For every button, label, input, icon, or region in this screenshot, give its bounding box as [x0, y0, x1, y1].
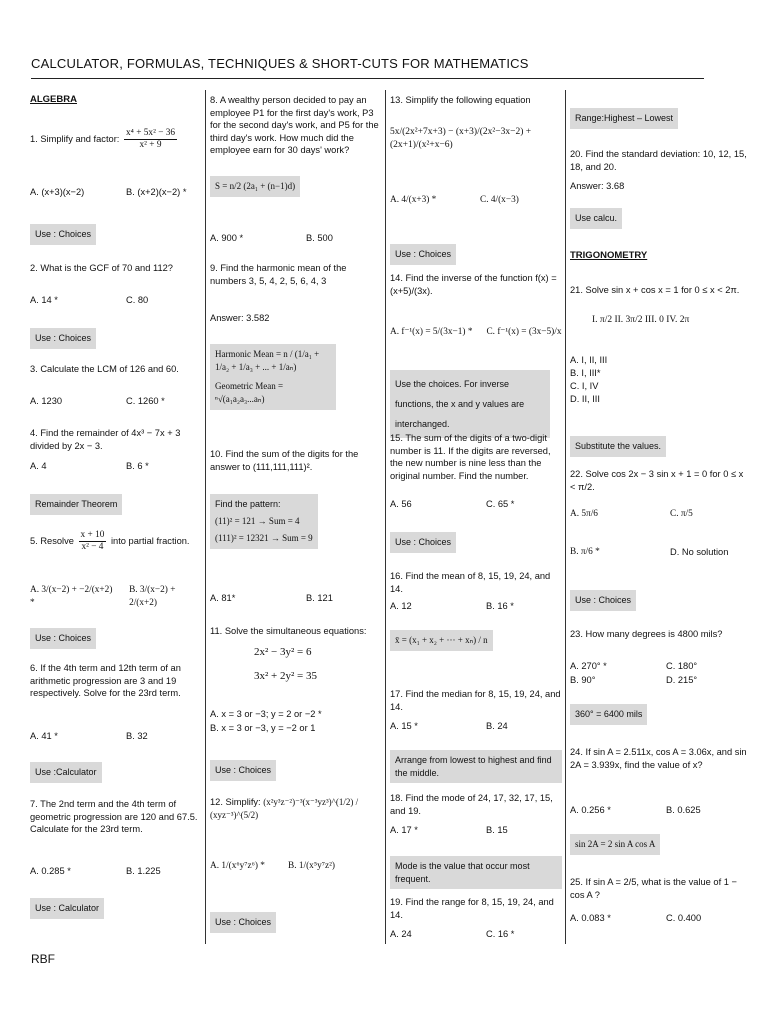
choice-c: C. 80: [126, 295, 149, 305]
question-text: 5. Resolve: [30, 535, 74, 546]
column-divider: [385, 90, 386, 944]
hint-14: [390, 370, 562, 438]
choice-b: B. x = 3 or −3, y = −2 or 1: [210, 723, 316, 733]
hint-22: [570, 590, 750, 611]
footer-initials: RBF: [31, 952, 55, 966]
question-1: [30, 128, 202, 151]
choice-a: A. 4: [30, 461, 47, 471]
choices-22-row1: [570, 508, 750, 521]
choice-a: A. 3/(x−2) + −2/(x+2) *: [30, 585, 113, 608]
hint-box: Use : Choices: [390, 244, 456, 265]
hint-box: Use : Choices: [210, 760, 276, 781]
hint-18: [390, 856, 562, 889]
question-text-suffix: into partial fraction.: [110, 535, 190, 546]
expression: 5x/(2x²+7x+3) − (x+3)/(2x²−3x−2) + (2x+1)/(x²+x−6): [390, 127, 532, 150]
choice-a: A. 0.256 *: [570, 805, 611, 815]
hint-box: Use : Choices: [570, 590, 636, 611]
choice-a: A. 1/(x⁶y⁷z⁶) *: [210, 861, 265, 871]
choice-c: C. 0.400: [666, 913, 702, 923]
choice-a: A. 56: [390, 499, 412, 509]
answer-20: Answer: 3.68: [570, 181, 625, 191]
numerator: x + 10: [80, 530, 105, 540]
harmonic-mean-formula: Harmonic Mean = n / (1/a₁ + 1/a₂ + 1/a₃ + ... + 1/aₙ): [215, 349, 320, 372]
formula-box-10: [210, 494, 382, 549]
choice-b: B. 1/(x⁵y⁷z²): [288, 861, 335, 871]
choices-3: [30, 395, 202, 408]
choices-17: [390, 720, 562, 733]
question-22: 22. Solve cos 2x − 3 sin x + 1 = 0 for 0 ≤ x < π/2.: [570, 469, 744, 492]
choices-8: [210, 232, 382, 245]
answer-9: Answer: 3.582: [210, 313, 270, 323]
hint-box: Range:Highest – Lowest: [570, 108, 678, 129]
numerator: x⁴ + 5x² − 36: [126, 128, 176, 138]
choice-a: A. 0.083 *: [570, 913, 611, 923]
denominator: x² − 4: [81, 542, 104, 552]
choices-6: [30, 730, 202, 743]
choice-a: A. 270° *: [570, 661, 607, 671]
formula-box-9: [210, 344, 382, 410]
choices-24: [570, 804, 750, 817]
question-14: 14. Find the inverse of the function f(x) = (x+5)/(3x).: [390, 273, 557, 296]
choices-7: [30, 865, 202, 878]
question-11: 11. Solve the simultaneous equations:: [210, 626, 367, 636]
choice-b: B. 3/(x−2) + 2/(x+2): [129, 585, 176, 608]
choice-b: B. 24: [486, 721, 508, 731]
choices-16: [390, 600, 562, 613]
question-text: 1. Simplify and factor:: [30, 133, 120, 144]
choices-2: [30, 294, 202, 307]
question-15: 15. The sum of the digits of a two-digit number is 11. If the digits are reversed, the new number is nine less than the original number. Find the number.: [390, 433, 551, 481]
hint-box: Use : Choices: [30, 224, 96, 245]
column-divider: [205, 90, 206, 944]
geometric-mean-formula: Geometric Mean = ⁿ√(a₁a₂a₃...aₙ): [215, 381, 284, 404]
choices-10: [210, 592, 382, 605]
hint-5: [30, 628, 202, 649]
formula-box: x̄ = (x₁ + x₂ + ··· + xₙ) / n: [390, 630, 493, 651]
pattern-line: (111)² = 12321 → Sum = 9: [215, 533, 313, 543]
choice-a: A. 4/(x+3) *: [390, 195, 437, 205]
choice-a: A. 81*: [210, 593, 236, 603]
question-3: 3. Calculate the LCM of 126 and 60.: [30, 364, 179, 374]
hint-15: [390, 532, 562, 553]
formula-box-16: [390, 630, 562, 651]
hint-7: [30, 898, 202, 919]
question-4: 4. Find the remainder of 4x³ − 7x + 3 divided by 2x − 3.: [30, 428, 181, 451]
choice-c: C. 4/(x−3): [480, 195, 519, 205]
hint-box: Use : Choices: [30, 628, 96, 649]
section-heading-algebra: ALGEBRA: [30, 94, 77, 105]
choice-c: C. 16 *: [486, 929, 515, 939]
choices-13: [390, 194, 562, 207]
choices-23-row2: [570, 674, 750, 687]
equation: 2x² − 3y² = 6: [254, 646, 312, 658]
choice-a: A. f⁻¹(x) = 5/(3x−1) *: [390, 327, 473, 337]
question-13: 13. Simplify the following equation: [390, 95, 531, 105]
choice-a: A. 12: [390, 601, 412, 611]
hint-11: [210, 760, 382, 781]
choice-b: B. 500: [306, 233, 333, 243]
hint-19: [570, 108, 750, 129]
fraction: [124, 128, 177, 151]
question-2: 2. What is the GCF of 70 and 112?: [30, 263, 173, 273]
choice-d: D. 215°: [666, 675, 698, 685]
fraction: [79, 530, 107, 553]
choice-c: C. 65 *: [486, 499, 515, 509]
choice-d: D. II, III: [570, 394, 600, 404]
question-7: 7. The 2nd term and the 4th term of geometric progression are 120 and 67.5. Calculate for the 23rd term.: [30, 799, 198, 834]
hint-20: [570, 208, 750, 229]
question-20: 20. Find the standard deviation: 10, 12, 15, 18, and 20.: [570, 149, 747, 172]
choices-22-row2: [570, 546, 750, 559]
choice-d: D. No solution: [670, 547, 729, 557]
question-text: 12. Simplify:: [210, 797, 261, 807]
pattern-title: Find the pattern:: [215, 499, 281, 509]
pattern-line: (11)² = 121 → Sum = 4: [215, 516, 300, 526]
hint-box: Use the choices. For inverse functions, the x and y values are interchanged.: [390, 370, 550, 438]
choice-b: B. 6 *: [126, 461, 149, 471]
hint-13: [390, 244, 562, 265]
choice-a: A. 0.285 *: [30, 866, 71, 876]
hint-23: [570, 704, 750, 725]
hint-box: Remainder Theorem: [30, 494, 122, 515]
choice-a: A. 900 *: [210, 233, 244, 243]
page-title: CALCULATOR, FORMULAS, TECHNIQUES & SHORT-CUTS FOR MATHEMATICS: [31, 56, 529, 71]
expression: (x²y³z⁻²)⁻³(x⁻³yz³)^(1/2) / (xyz⁻³)^(5/2): [210, 797, 359, 820]
choices-4: [30, 460, 202, 473]
question-9: 9. Find the harmonic mean of the numbers 3, 5, 4, 2, 5, 6, 4, 3: [210, 263, 347, 286]
section-heading-trigonometry: TRIGONOMETRY: [570, 250, 648, 261]
column-4: [570, 90, 750, 950]
choice-a: A. (x+3)(x−2): [30, 187, 85, 197]
question-24: 24. If sin A = 2.511x, cos A = 3.06x, and sin 2A = 3.939x, find the value of x?: [570, 747, 747, 770]
column-3: [390, 90, 562, 950]
choices-5: [30, 584, 202, 609]
choice-b: B. (x+2)(x−2) *: [126, 187, 187, 197]
choices-15: [390, 498, 562, 511]
question-25: 25. If sin A = 2/5, what is the value of 1 − cos A ?: [570, 877, 737, 900]
question-16: 16. Find the mean of 8, 15, 19, 24, and 14.: [390, 571, 551, 594]
question-23: 23. How many degrees is 4800 mils?: [570, 629, 723, 639]
choice-b: B. 1.225: [126, 866, 161, 876]
question-6: 6. If the 4th term and 12th term of an arithmetic progression are 3 and 19 respectively. Solve for the 23rd term.: [30, 663, 181, 698]
choice-a: A. x = 3 or −3; y = 2 or −2 *: [210, 709, 322, 719]
hint-box: Arrange from lowest to highest and find the middle.: [390, 750, 562, 783]
choice-b: B. 16 *: [486, 601, 514, 611]
options-21: I. π/2 II. 3π/2 III. 0 IV. 2π: [592, 315, 690, 325]
choice-c: C. π/5: [670, 509, 693, 519]
choice-c: C. I, IV: [570, 381, 599, 391]
hint-box: Mode is the value that occur most frequent.: [390, 856, 562, 889]
hint-6: [30, 762, 202, 783]
hint-4: [30, 494, 202, 515]
choice-a: A. 1230: [30, 396, 63, 406]
choices-14: [390, 326, 562, 339]
question-21: 21. Solve sin x + cos x = 1 for 0 ≤ x < 2π.: [570, 285, 740, 295]
hint-box: sin 2A = 2 sin A cos A: [570, 834, 660, 855]
choice-b: B. π/6 *: [570, 547, 600, 557]
hint-12: [210, 912, 382, 933]
choice-a: A. 41 *: [30, 731, 58, 741]
choices-25: [570, 912, 750, 925]
choice-a: A. 24: [390, 929, 412, 939]
formula-box: [210, 344, 336, 410]
column-divider: [565, 90, 566, 944]
formula-box: S = n/2 (2a₁ + (n−1)d): [210, 176, 300, 197]
hint-17: [390, 750, 562, 783]
pattern-box: [210, 494, 318, 549]
hint-2: [30, 328, 202, 349]
choices-19: [390, 928, 562, 941]
choice-c: C. f⁻¹(x) = (3x−5)/x: [486, 327, 562, 337]
hint-box: Use :Calculator: [30, 762, 102, 783]
hint-box: Use : Choices: [390, 532, 456, 553]
hint-box: 360° = 6400 mils: [570, 704, 647, 725]
choice-b: B. 15: [486, 825, 508, 835]
question-18: 18. Find the mode of 24, 17, 32, 17, 15, and 19.: [390, 793, 553, 816]
column-2: [210, 90, 382, 950]
choices-23-row1: [570, 660, 750, 673]
choice-b: B. 121: [306, 593, 333, 603]
choice-a: A. 17 *: [390, 825, 418, 835]
hint-box: Use : Choices: [30, 328, 96, 349]
choice-a: A. 5π/6: [570, 509, 598, 519]
choices-12: [210, 860, 382, 873]
choice-c: C. 180°: [666, 661, 698, 671]
question-5: [30, 530, 202, 553]
question-12: [210, 796, 382, 821]
choice-b: B. I, III*: [570, 368, 601, 378]
denominator: x² + 9: [139, 140, 162, 150]
equation: 3x² + 2y² = 35: [254, 670, 318, 682]
question-17: 17. Find the median for 8, 15, 19, 24, and 14.: [390, 689, 561, 712]
choice-b: B. 0.625: [666, 805, 701, 815]
question-19: 19. Find the range for 8, 15, 19, 24, and 14.: [390, 897, 554, 920]
choice-b: B. 90°: [570, 675, 596, 685]
hint-21: [570, 436, 750, 457]
choice-c: C. 1260 *: [126, 396, 165, 406]
hint-1: [30, 224, 202, 245]
hint-24: [570, 834, 750, 855]
title-divider: [31, 78, 704, 79]
hint-box: Use : Calculator: [30, 898, 104, 919]
choice-a: A. 14 *: [30, 295, 58, 305]
choices-1: [30, 186, 202, 199]
hint-box: Substitute the values.: [570, 436, 666, 457]
choice-a: A. 15 *: [390, 721, 418, 731]
choices-18: [390, 824, 562, 837]
choice-b: B. 32: [126, 731, 148, 741]
formula-box-8: [210, 176, 382, 197]
column-algebra: [30, 90, 202, 950]
question-10: 10. Find the sum of the digits for the answer to (111,111,111)².: [210, 449, 359, 472]
choice-a: A. I, II, III: [570, 355, 608, 365]
question-8: 8. A wealthy person decided to pay an employee P1 for the first day's work, P3 for the second day's work, and P5 for the third day's work. How much did the employee earn for 30 days' work?: [210, 95, 379, 155]
hint-box: Use : Choices: [210, 912, 276, 933]
hint-box: Use calcu.: [570, 208, 622, 229]
